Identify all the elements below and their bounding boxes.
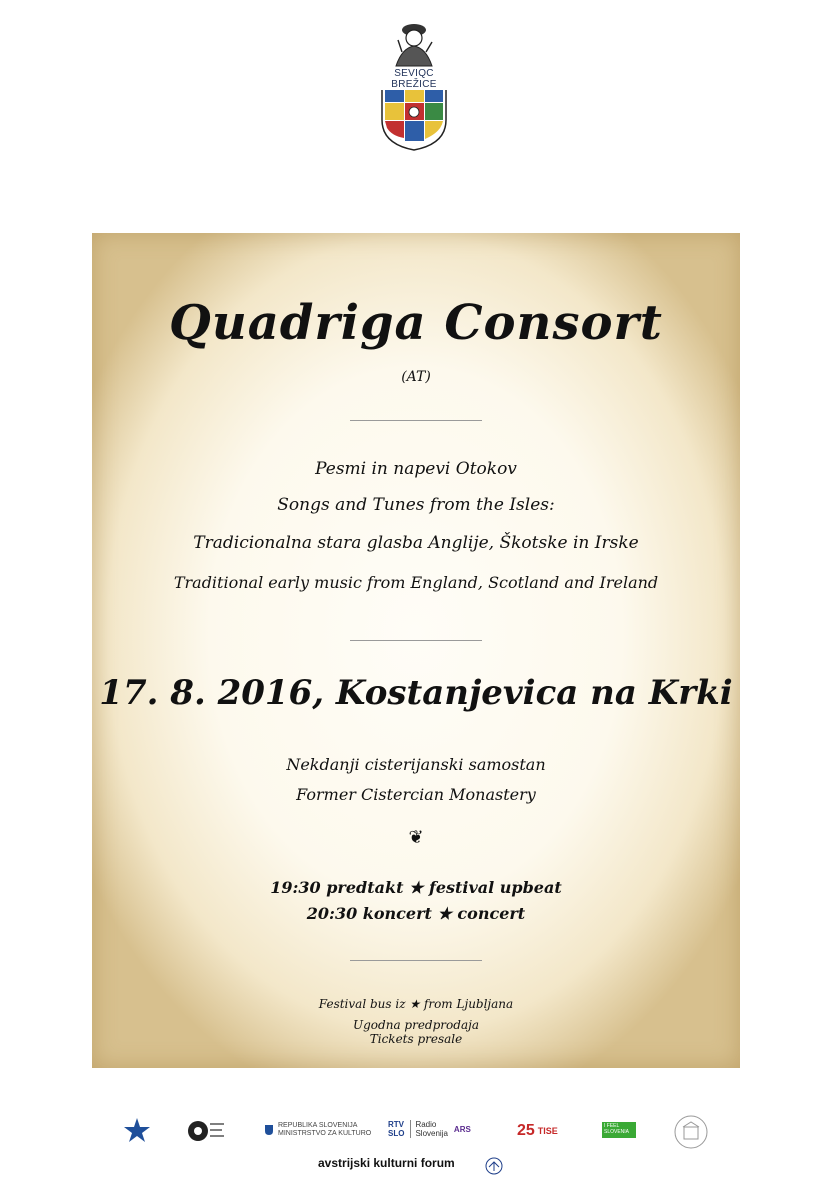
rtv-label: RTV [388, 1120, 404, 1129]
parchment-panel [92, 233, 740, 1068]
poster-subtitle: (AT) [401, 369, 431, 385]
music-emblem-icon [186, 1116, 226, 1146]
fleuron-icon: ❦ [408, 827, 424, 848]
program-line: Songs and Tunes from the Isles: [277, 495, 555, 515]
presale-line: Ugodna predprodaja [353, 1018, 479, 1032]
ars-label: ARS [453, 1124, 471, 1134]
radio-label: Slovenija [415, 1129, 448, 1138]
crest-label: SEVIQC BREŽICE [372, 68, 456, 90]
ministry-logo [264, 1122, 371, 1138]
radio-label: Radio [415, 1120, 437, 1129]
eagle-crest-icon [484, 1156, 504, 1176]
venue-line: Former Cistercian Monastery [296, 785, 536, 804]
time-line: 20:30 koncert ★ concert [306, 904, 526, 923]
star-logo-icon [120, 1116, 154, 1144]
program-line: Pesmi in napevi Otokov [315, 459, 517, 479]
music-logo [186, 1116, 226, 1151]
program-line: Tradicionalna stara glasba Anglije, Škotske in Irske [193, 533, 639, 553]
25-mark-icon: 25 [517, 1122, 535, 1139]
rtv-label: SLO [388, 1129, 405, 1138]
date-place: 17. 8. 2016, Kostanjevica na Krki [99, 673, 733, 713]
ministry-label: MINISTRSTVO ZA KULTURO [278, 1130, 372, 1137]
rtv-logo [388, 1120, 471, 1138]
festival-bus: Festival bus iz ★ from Ljubljana [318, 997, 514, 1011]
divider [350, 640, 482, 641]
ministry-label: REPUBLIKA SLOVENIJA [278, 1122, 358, 1129]
tise-logo [517, 1122, 558, 1140]
time-line: 19:30 predtakt ★ festival upbeat [270, 878, 562, 897]
feel-slovenia-logo [602, 1122, 636, 1138]
tise-label: TISE [537, 1126, 558, 1136]
poster-title: Quadriga Consort [169, 295, 663, 351]
forum-label: avstrijski kulturni forum [318, 1156, 455, 1170]
seviqc-brezice-crest [372, 12, 456, 152]
kulturni-forum-logo [318, 1156, 455, 1170]
divider [350, 420, 482, 421]
venue-line: Nekdanji cisterijanski samostan [286, 755, 546, 774]
presale-line: Tickets presale [369, 1032, 463, 1046]
program-line: Traditional early music from England, Scotland and Ireland [173, 573, 659, 592]
slovenia-crest-icon [264, 1124, 274, 1136]
divider [350, 960, 482, 961]
seal-icon [673, 1114, 709, 1150]
sponsor-logos [0, 1108, 830, 1200]
brezice-logo [120, 1116, 154, 1149]
feel-label: SLOVENIA [604, 1129, 630, 1135]
seal-logo [673, 1114, 709, 1155]
feel-label: I FEEL [604, 1123, 620, 1129]
